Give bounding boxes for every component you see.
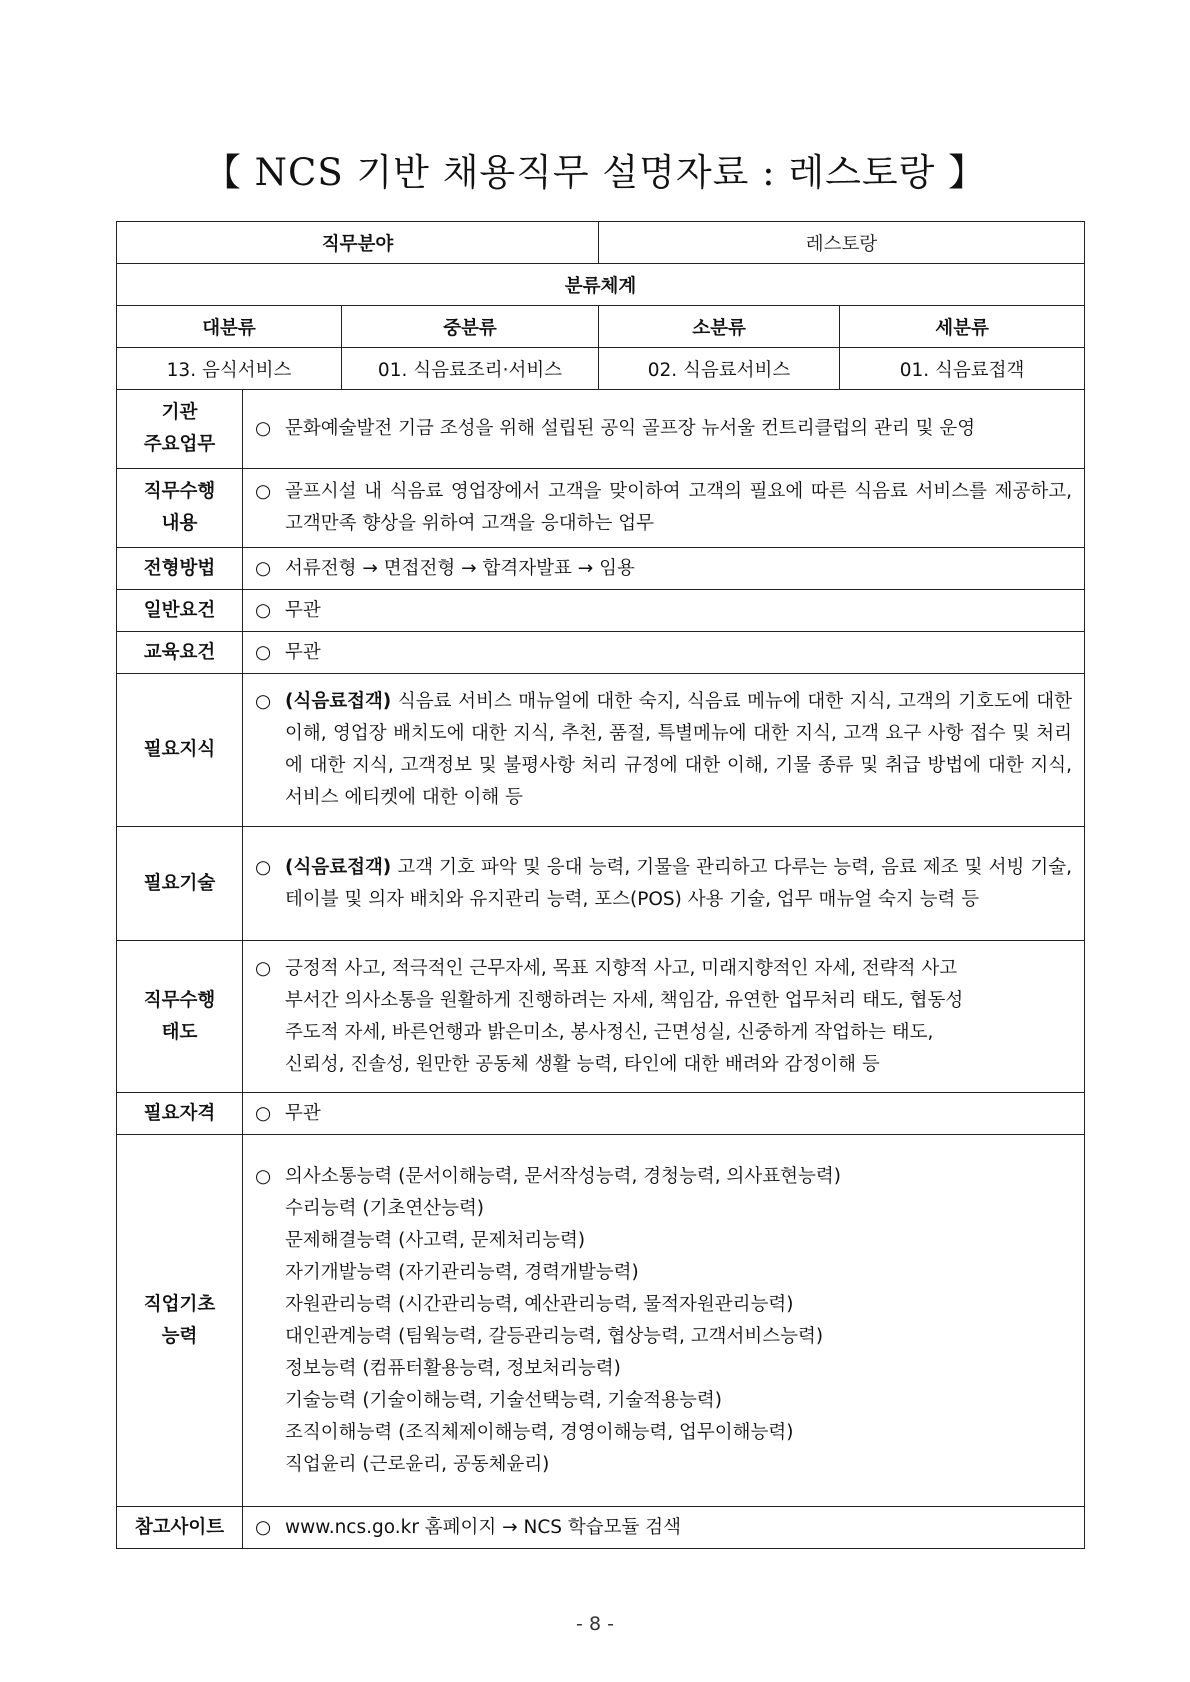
bullet-icon: ○ [255, 418, 272, 439]
org-duty-label-line2: 주요업무 [143, 434, 216, 455]
classification-header-middle: 중분류 [342, 306, 599, 348]
bullet-icon: ○ [255, 691, 272, 712]
classification-value-detail: 01. 식음료접객 [840, 348, 1085, 390]
classification-value-minor: 02. 식음료서비스 [599, 348, 840, 390]
basic-competency-item: 자기개발능력 (자기관리능력, 경력개발능력) [285, 1261, 639, 1283]
bullet-icon: ○ [255, 957, 272, 979]
basic-competency-item: 문제해결능력 (사고력, 문제처리능력) [285, 1229, 586, 1251]
job-content-label-line2: 내용 [161, 513, 198, 534]
job-content-text: 골프시설 내 식음료 영업장에서 고객을 맞이하여 고객의 필요에 따른 식음료 서비스를 제공하고, 고객만족 향상을 위하여 고객을 응대하는 업무 [285, 481, 1073, 534]
reference-site-text: www.ncs.go.kr 홈페이지 → NCS 학습모듈 검색 [285, 1516, 682, 1538]
education-requirement-label: 교육요건 [117, 632, 243, 674]
education-requirement-row [117, 632, 1085, 674]
general-requirement-row [117, 590, 1085, 632]
job-field-row [117, 222, 1085, 264]
required-skill-row [117, 827, 1085, 941]
job-content-content [243, 469, 1085, 548]
job-attitude-line: 부서간 의사소통을 원활하게 진행하려는 자세, 책임감, 유연한 업무처리 태도, 협동성 [285, 989, 964, 1011]
page-title: 【 NCS 기반 채용직무 설명자료 : 레스토랑 】 [203, 151, 987, 194]
job-field-label: 직무분야 [117, 222, 599, 264]
job-content-label [117, 469, 243, 548]
org-duty-label [117, 390, 243, 469]
basic-competency-item: 의사소통능력 (문서이해능력, 문서작성능력, 경청능력, 의사표현능력) [285, 1165, 841, 1187]
basic-competency-label-line1: 직업기초 [143, 1293, 216, 1315]
education-requirement-content [243, 632, 1085, 674]
bullet-icon: ○ [255, 1102, 272, 1124]
bullet-icon: ○ [255, 1165, 272, 1187]
basic-competency-item: 조직이해능력 (조직체제이해능력, 경영이해능력, 업무이해능력) [285, 1421, 794, 1443]
org-duty-label-line1: 기관 [161, 402, 198, 423]
required-skill-keyword: (식음료접객) [285, 856, 392, 878]
classification-title: 분류체계 [117, 264, 1085, 306]
classification-header-minor: 소분류 [599, 306, 840, 348]
job-attitude-content [243, 941, 1085, 1093]
selection-content [243, 548, 1085, 590]
required-qualification-label: 필요자격 [117, 1093, 243, 1135]
job-attitude-line: 신뢰성, 진솔성, 원만한 공동체 생활 능력, 타인에 대한 배려와 감정이해 등 [285, 1053, 880, 1075]
required-knowledge-label: 필요지식 [117, 674, 243, 827]
job-attitude-label-line2: 태도 [161, 1021, 198, 1043]
basic-competency-label-line2: 능력 [161, 1325, 198, 1347]
education-requirement-text: 무관 [285, 641, 321, 663]
basic-competency-item: 자원관리능력 (시간관리능력, 예산관리능력, 물적자원관리능력) [285, 1293, 794, 1315]
general-requirement-label: 일반요건 [117, 590, 243, 632]
classification-title-row [117, 264, 1085, 306]
basic-competency-item: 기술능력 (기술이해능력, 기술선택능력, 기술적용능력) [285, 1389, 723, 1411]
basic-competency-item: 정보능력 (컴퓨터활용능력, 정보처리능력) [285, 1357, 621, 1379]
classification-value-major: 13. 음식서비스 [117, 348, 342, 390]
bullet-icon: ○ [255, 641, 272, 663]
classification-value-middle: 01. 식음료조리·서비스 [342, 348, 599, 390]
classification-header-major: 대분류 [117, 306, 342, 348]
org-duty-content [243, 390, 1085, 469]
bullet-icon: ○ [255, 856, 272, 878]
general-requirement-content [243, 590, 1085, 632]
required-knowledge-keyword: (식음료접객) [285, 691, 392, 712]
classification-value-row [117, 348, 1085, 390]
bullet-icon: ○ [255, 599, 272, 621]
basic-competency-label [117, 1135, 243, 1507]
basic-competency-row [117, 1135, 1085, 1507]
basic-competency-item: 직업윤리 (근로윤리, 공동체윤리) [285, 1453, 550, 1475]
job-attitude-line: 주도적 자세, 바른언행과 밝은미소, 봉사정신, 근면성실, 신중하게 작업하는 태도, [285, 1021, 934, 1043]
job-description-table [116, 221, 1085, 1549]
job-attitude-label-line1: 직무수행 [143, 989, 216, 1011]
bullet-icon: ○ [255, 1516, 272, 1538]
required-skill-text: 고객 기호 파악 및 응대 능력, 기물을 관리하고 다루는 능력, 음료 제조 및 서빙 기술, 테이블 및 의자 배치와 유지관리 능력, 포스(POS) 사용 기술, 업무 매뉴얼 숙지 능력 등 [285, 856, 1073, 910]
selection-label: 전형방법 [117, 548, 243, 590]
job-content-label-line1: 직무수행 [143, 481, 216, 502]
required-qualification-row [117, 1093, 1085, 1135]
classification-header-detail: 세분류 [840, 306, 1085, 348]
job-attitude-row [117, 941, 1085, 1093]
job-content-row [117, 469, 1085, 548]
classification-header-row [117, 306, 1085, 348]
required-knowledge-text: 식음료 서비스 매뉴얼에 대한 숙지, 식음료 메뉴에 대한 지식, 고객의 기호도에 대한 이해, 영업장 배치도에 대한 지식, 추천, 품절, 특별메뉴에 대한 지식, 고객 요구 사항 접수 및 처리에 대한 지식, 고객정보 및 불평사항 처리 규정에 대한 이해, 기물 종류 및 취급 방법에 대한 지식, 서비스 에티켓에 대한 이해 등 [285, 691, 1073, 808]
general-requirement-text: 무관 [285, 599, 321, 621]
required-skill-content [243, 827, 1085, 941]
selection-row [117, 548, 1085, 590]
required-skill-label: 필요기술 [117, 827, 243, 941]
basic-competency-item: 대인관계능력 (팀웍능력, 갈등관리능력, 협상능력, 고객서비스능력) [285, 1325, 824, 1347]
required-qualification-content [243, 1093, 1085, 1135]
job-field-value: 레스토랑 [599, 222, 1085, 264]
page-number: - 8 - [576, 1613, 614, 1635]
required-knowledge-row [117, 674, 1085, 827]
org-duty-row [117, 390, 1085, 469]
selection-text: 서류전형 → 면접전형 → 합격자발표 → 임용 [285, 557, 635, 579]
job-attitude-label [117, 941, 243, 1093]
job-attitude-line: 긍정적 사고, 적극적인 근무자세, 목표 지향적 사고, 미래지향적인 자세, 전략적 사고 [285, 957, 958, 979]
bullet-icon: ○ [255, 557, 272, 579]
reference-site-content [243, 1507, 1085, 1549]
required-knowledge-content [243, 674, 1085, 827]
basic-competency-content [243, 1135, 1085, 1507]
bullet-icon: ○ [255, 481, 272, 502]
reference-site-label: 참고사이트 [117, 1507, 243, 1549]
reference-site-row [117, 1507, 1085, 1549]
basic-competency-item: 수리능력 (기초연산능력) [285, 1197, 485, 1219]
required-qualification-text: 무관 [285, 1102, 321, 1124]
org-duty-text: 문화예술발전 기금 조성을 위해 설립된 공익 골프장 뉴서울 컨트리클럽의 관리 및 운영 [285, 418, 976, 439]
